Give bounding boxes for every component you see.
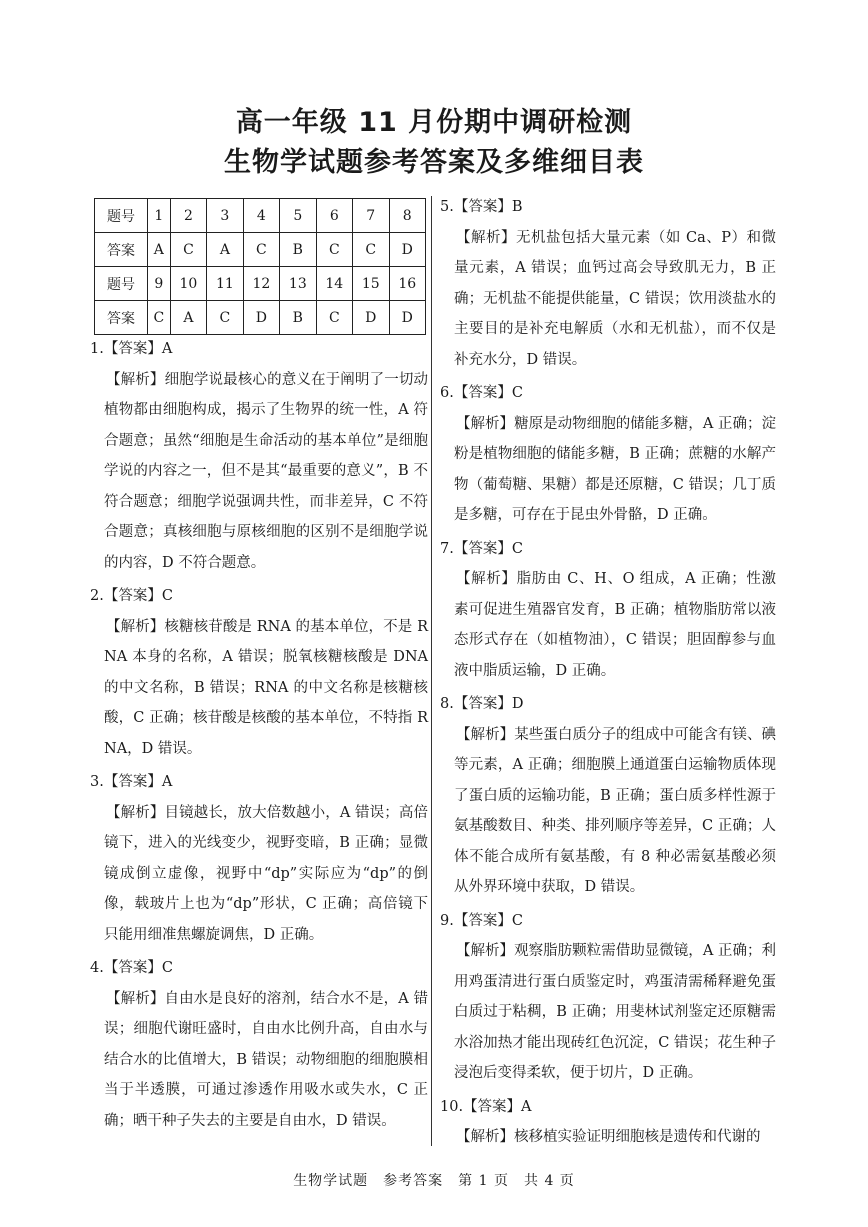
table-cell: A xyxy=(207,233,243,267)
table-cell: A xyxy=(148,233,171,267)
table-cell: 2 xyxy=(170,199,206,233)
table-cell: C xyxy=(243,233,279,267)
table-cell: 4 xyxy=(243,199,279,233)
question-answer-heading: 1.【答案】A xyxy=(90,341,173,357)
table-cell: C xyxy=(148,301,171,335)
table-cell: D xyxy=(243,301,279,335)
question-answer-heading: 10.【答案】A xyxy=(440,1098,532,1115)
table-cell: B xyxy=(280,233,316,267)
table-cell: 6 xyxy=(316,199,352,233)
table-cell: D xyxy=(389,233,426,267)
table-row xyxy=(95,199,426,233)
table-cell: C xyxy=(316,233,352,267)
table-cell: 9 xyxy=(148,267,171,301)
table-row-label: 题号 xyxy=(95,267,148,301)
question-explanation: 【解析】核糖核苷酸是 RNA 的基本单位，不是 RNA 本身的名称，A 错误；脱氧核糖核酸是 DNA 的中文名称，B 错误；RNA 的中文名称是核糖核酸，C 正确；核苷酸是核酸的基本单位，不特指 RNA，D 错误。 xyxy=(104,618,428,757)
page-title: 高一年级 11 月份期中调研检测 xyxy=(235,107,633,138)
table-cell: 7 xyxy=(353,199,389,233)
answer-table xyxy=(94,198,426,335)
table-cell: 1 xyxy=(148,199,171,233)
table-cell: D xyxy=(353,301,389,335)
page-footer: 生物学试题 参考答案 第 1 页 共 4 页 xyxy=(293,1173,575,1189)
table-row-label: 答案 xyxy=(95,233,148,267)
table-cell: B xyxy=(280,301,316,335)
question-answer-heading: 3.【答案】A xyxy=(90,774,173,790)
question-answer-heading: 5.【答案】B xyxy=(440,199,523,215)
table-cell: 16 xyxy=(389,267,426,301)
column-divider xyxy=(431,196,432,1146)
table-cell: 3 xyxy=(207,199,243,233)
question-explanation: 【解析】脂肪由 C、H、O 组成，A 正确；性激素可促进生殖器官发育，B 正确；植物脂肪常以液态形式存在（如植物油），C 错误；胆固醇参与血液中脂质运输，D 正确。 xyxy=(454,571,776,679)
table-cell: 13 xyxy=(280,267,316,301)
table-cell: 12 xyxy=(243,267,279,301)
question-answer-heading: 6.【答案】C xyxy=(440,385,523,401)
table-cell: C xyxy=(316,301,352,335)
question-explanation: 【解析】目镜越长，放大倍数越小，A 错误；高倍镜下，进入的光线变少，视野变暗，B 正确；显微镜成倒立虚像，视野中“dp”实际应为“dp”的倒像，载玻片上也为“dp”形状，C 正确；高倍镜下只能用细准焦螺旋调焦，D 正确。 xyxy=(104,804,428,943)
question-explanation: 【解析】核移植实验证明细胞核是遗传和代谢的 xyxy=(456,1129,761,1145)
question-explanation: 【解析】无机盐包括大量元素（如 Ca、P）和微量元素，A 错误；血钙过高会导致肌无力，B 正确；无机盐不能提供能量，C 错误；饮用淡盐水的主要目的是补充电解质（水和无机盐），而不仅是补充水分，D 错误。 xyxy=(454,229,776,368)
question-explanation: 【解析】自由水是良好的溶剂，结合水不是，A 错误；细胞代谢旺盛时，自由水比例升高，自由水与结合水的比值增大，B 错误；动物细胞的细胞膜相当于半透膜，可通过渗透作用吸水或失水，C 正确；晒干种子失去的主要是自由水，D 错误。 xyxy=(104,990,428,1129)
question-explanation: 【解析】某些蛋白质分子的组成中可能含有镁、碘等元素，A 正确；细胞膜上通道蛋白运输物质体现了蛋白质的运输功能，B 正确；蛋白质多样性源于氨基酸数目、种类、排列顺序等差异，C 正确；人体不能合成所有氨基酸，有 8 种必需氨基酸必须从外界环境中获取，D 错误。 xyxy=(454,726,776,895)
table-row xyxy=(95,233,426,267)
table-cell: A xyxy=(170,301,206,335)
table-cell: C xyxy=(170,233,206,267)
question-explanation: 【解析】细胞学说最核心的意义在于阐明了一切动植物都由细胞构成，揭示了生物界的统一性，A 符合题意；虽然“细胞是生命活动的基本单位”是细胞学说的内容之一，但不是其“最重要的意义”，B 不符合题意；细胞学说强调共性，而非差异，C 不符合题意；真核细胞与原核细胞的区别不是细胞学说的内容，D 不符合题意。 xyxy=(104,371,428,571)
question-answer-heading: 9.【答案】C xyxy=(440,912,523,929)
question-explanation: 【解析】糖原是动物细胞的储能多糖，A 正确；淀粉是植物细胞的储能多糖，B 正确；蔗糖的水解产物（葡萄糖、果糖）都是还原糖，C 错误；几丁质是多糖，可存在于昆虫外骨骼，D 正确。 xyxy=(454,415,776,523)
question-answer-heading: 7.【答案】C xyxy=(440,540,523,557)
table-cell: 15 xyxy=(353,267,389,301)
question-explanation: 【解析】观察脂肪颗粒需借助显微镜，A 正确；利用鸡蛋清进行蛋白质鉴定时，鸡蛋清需稀释避免蛋白质过于粘稠，B 正确；用斐林试剂鉴定还原糖需水浴加热才能出现砖红色沉淀，C 错误；花生种子浸泡后变得柔软，便于切片，D 正确。 xyxy=(454,943,776,1081)
table-row xyxy=(95,301,426,335)
table-cell: C xyxy=(353,233,389,267)
table-cell: 11 xyxy=(207,267,243,301)
table-row-label: 题号 xyxy=(95,199,148,233)
table-cell: C xyxy=(207,301,243,335)
right-column xyxy=(440,192,776,1156)
table-cell: D xyxy=(389,301,426,335)
table-cell: 8 xyxy=(389,199,426,233)
left-column xyxy=(90,334,428,1139)
table-row xyxy=(95,267,426,301)
table-cell: 10 xyxy=(170,267,206,301)
question-answer-heading: 2.【答案】C xyxy=(90,588,173,604)
table-cell: 5 xyxy=(280,199,316,233)
page-subtitle: 生物学试题参考答案及多维细目表 xyxy=(224,147,644,178)
table-cell: 14 xyxy=(316,267,352,301)
question-answer-heading: 4.【答案】C xyxy=(90,960,173,976)
question-answer-heading: 8.【答案】D xyxy=(440,696,524,712)
table-row-label: 答案 xyxy=(95,301,148,335)
